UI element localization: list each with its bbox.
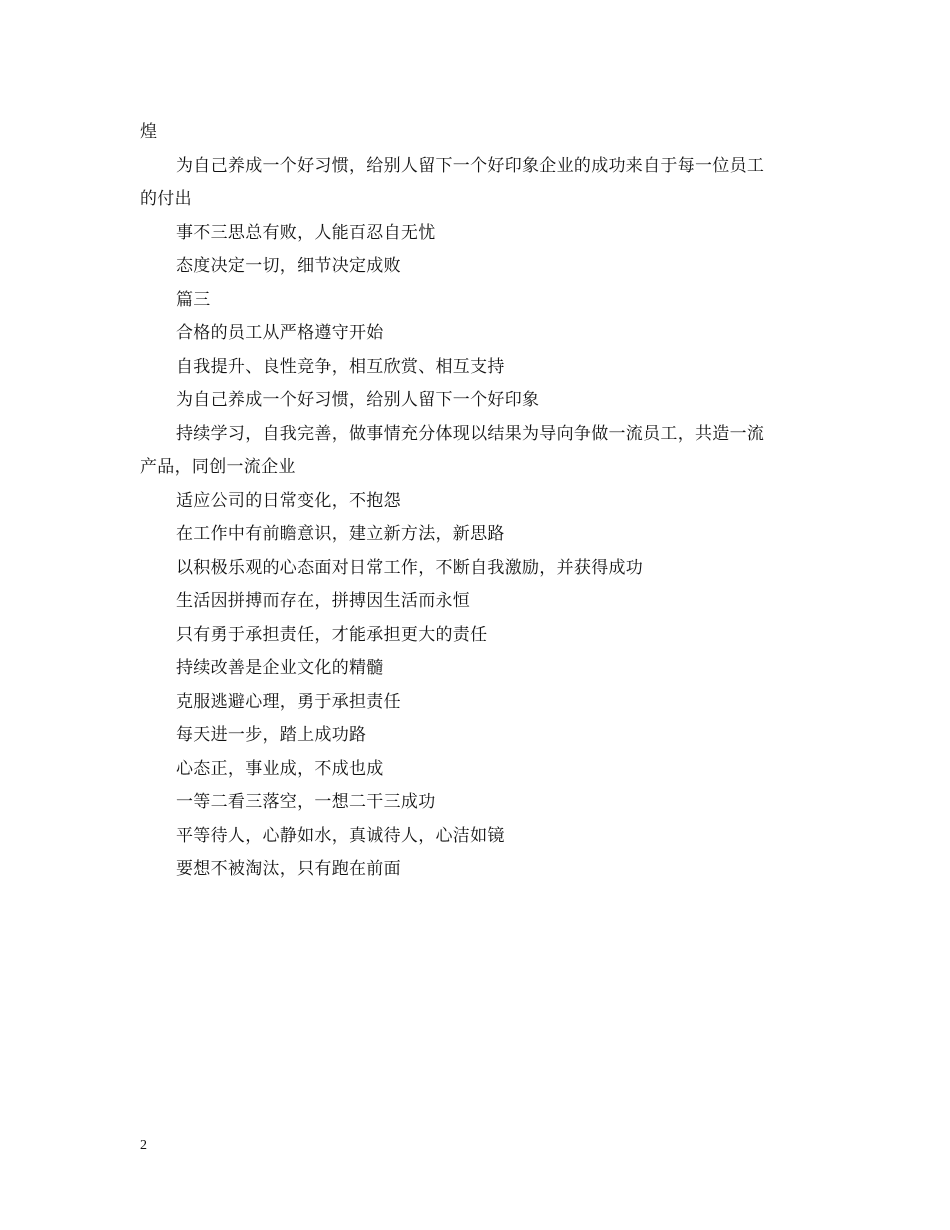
text-line: 自我提升、良性竞争，相互欣赏、相互支持 xyxy=(176,356,505,377)
text-line: 为自己养成一个好习惯，给别人留下一个好印象企业的成功来自于每一位员工 xyxy=(176,155,765,176)
text-line: 克服逃避心理，勇于承担责任 xyxy=(176,691,401,712)
text-line: 为自己养成一个好习惯，给别人留下一个好印象 xyxy=(176,390,540,410)
document-body xyxy=(140,116,820,887)
text-line: 在工作中有前瞻意识，建立新方法，新思路 xyxy=(176,524,505,544)
text-line: 持续学习，自我完善，做事情充分体现以结果为导向争做一流员工，共造一流 xyxy=(176,423,765,444)
text-line: 持续改善是企业文化的精髓 xyxy=(176,658,384,678)
text-line: 生活因拼搏而存在，拼搏因生活而永恒 xyxy=(176,591,471,611)
text-line: 一等二看三落空，一想二干三成功 xyxy=(176,792,436,812)
text-line: 要想不被淘汰，只有跑在前面 xyxy=(176,859,401,879)
text-line: 态度决定一切，细节决定成败 xyxy=(176,256,401,276)
text-line: 的付出 xyxy=(140,189,192,209)
text-line: 煌 xyxy=(140,122,158,142)
text-line: 心态正，事业成，不成也成 xyxy=(176,758,384,779)
text-line: 平等待人，心静如水，真诚待人，心洁如镜 xyxy=(176,825,505,846)
text-line: 以积极乐观的心态面对日常工作，不断自我激励，并获得成功 xyxy=(176,557,644,578)
text-line: 产品，同创一流企业 xyxy=(140,457,296,477)
page-number: 2 xyxy=(140,1138,147,1153)
text-line: 适应公司的日常变化，不抱怨 xyxy=(176,490,401,511)
text-line: 每天进一步，踏上成功路 xyxy=(176,725,367,745)
text-line: 事不三思总有败，人能百忍自无忧 xyxy=(176,222,436,243)
text-line: 只有勇于承担责任，才能承担更大的责任 xyxy=(176,624,488,645)
section-heading: 篇三 xyxy=(176,289,211,310)
text-line: 合格的员工从严格遵守开始 xyxy=(176,323,384,343)
